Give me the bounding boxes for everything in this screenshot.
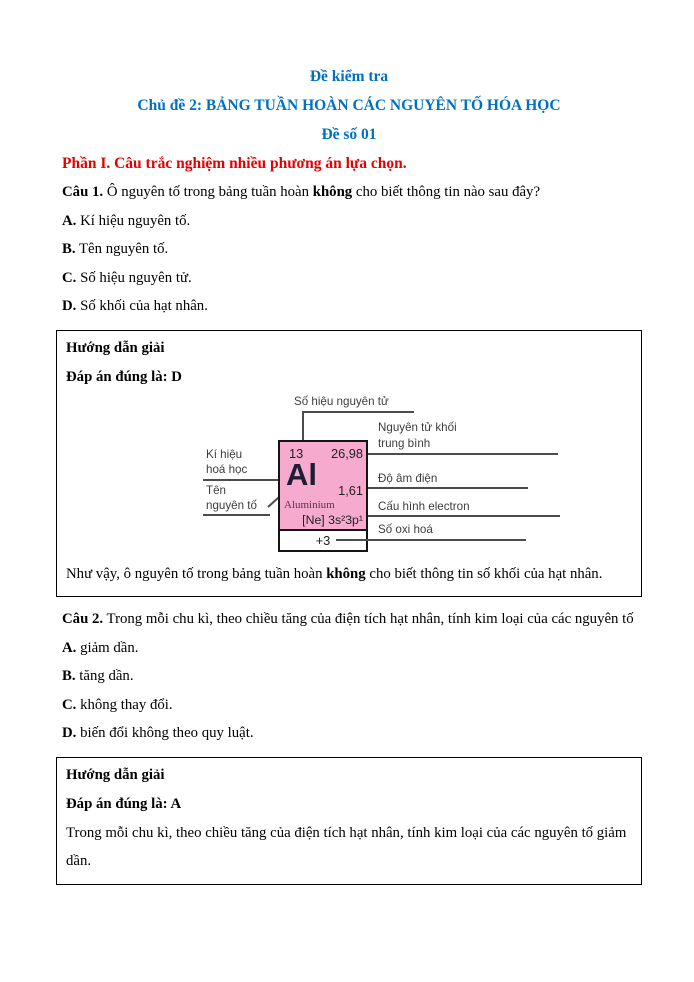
question-2-body: Trong mỗi chu kì, theo chiều tăng của điện tích hạt nhân, tính kim loại của các nguyên tố [103,611,634,627]
connector-line [302,411,414,413]
atomic-mass-label-line2: trung bình [378,436,431,450]
connector-line [203,514,270,516]
solution-title: Hướng dẫn giải [66,766,165,783]
option-text: Tên nguyên tố. [75,241,169,257]
q2-option-b [62,662,636,691]
name-label-line1: Tên [206,483,226,497]
q1-option-d [62,292,636,321]
connector-line [336,539,526,541]
electronegativity-label: Độ âm điện [378,471,438,485]
solution-answer: Đáp án đúng là: D [66,368,182,385]
atomic-number-value: 13 [289,445,304,461]
oxidation-state-value: +3 [315,532,331,548]
q1-option-a [62,207,636,236]
question-2-label: Câu 2. [62,611,104,627]
symbol-label-line1: Kí hiệu [206,447,243,461]
option-letter: A. [62,212,77,229]
element-symbol: Al [286,456,317,492]
question-1-bold-word: không [312,184,353,200]
option-text: không thay đổi. [76,696,173,713]
element-name: Aluminium [284,498,335,511]
option-text: Số hiệu nguyên tử. [76,269,192,286]
question-2-text [62,605,636,634]
connector-line [368,453,558,455]
electron-config-label: Cấu hình electron [378,499,470,513]
option-letter: D. [62,725,77,741]
solution-box-q2 [56,757,642,885]
question-1-label: Câu 1. [62,184,104,200]
solution-note-q1 [66,560,631,589]
connector-line [368,487,528,489]
option-letter: A. [62,639,77,656]
solution-box-q1 [56,330,642,598]
exam-number: Đề số 01 [321,126,377,143]
option-letter: C. [62,696,77,713]
question-1-post: cho biết thông tin nào sau đây? [352,184,541,200]
question-1-text [62,178,636,207]
connector-line [302,411,304,440]
option-letter: B. [62,668,76,684]
note-post: cho biết thông tin số khối của hạt nhân. [365,565,603,582]
option-text: tăng dần. [75,668,134,684]
q1-option-c [62,264,636,293]
oxidation-state-label: Số oxi hoá [378,522,433,536]
note-pre: Như vậy, ô nguyên tố trong bảng tuần hoàn [66,565,327,582]
electron-config-value: [Ne] 3s²3p¹ [302,512,363,527]
atomic-number-label: Số hiệu nguyên tử [294,394,389,408]
option-text: Số khối của hạt nhân. [76,298,208,314]
symbol-label-line2: hoá học [206,462,248,476]
solution-note-q2: Trong mỗi chu kì, theo chiều tăng của điện tích hạt nhân, tính kim loại của các nguyên tố giảm dần. [66,824,627,869]
q1-option-b [62,235,636,264]
option-letter: B. [62,241,76,257]
section-header: Phần I. Câu trắc nghiệm nhiều phương án lựa chọn. [62,155,407,172]
q2-option-a [62,634,636,663]
option-text: Kí hiệu nguyên tố. [76,212,191,229]
connector-line [203,479,278,481]
q2-option-d [62,719,636,748]
element-cell [278,440,368,552]
name-label-line2: nguyên tố [206,498,257,512]
atomic-mass-value: 26,98 [330,445,363,461]
element-card-diagram [66,394,631,554]
solution-answer: Đáp án đúng là: A [66,795,182,812]
doc-subtitle: Chủ đề 2: BẢNG TUẦN HOÀN CÁC NGUYÊN TỐ HÓA HỌC [137,97,561,114]
note-bold-word: không [326,565,366,582]
option-text: biến đổi không theo quy luật. [76,725,254,741]
connector-line [368,515,560,517]
electronegativity-value: 1,61 [338,482,363,498]
doc-title: Đề kiểm tra [309,68,389,85]
question-1-pre: Ô nguyên tố trong bảng tuần hoàn [103,184,313,200]
option-text: giảm dần. [76,639,139,656]
option-letter: D. [62,298,77,314]
option-letter: C. [62,269,77,286]
atomic-mass-label-line1: Nguyên tử khối [378,420,457,434]
q2-option-c [62,691,636,720]
solution-title: Hướng dẫn giải [66,339,165,356]
